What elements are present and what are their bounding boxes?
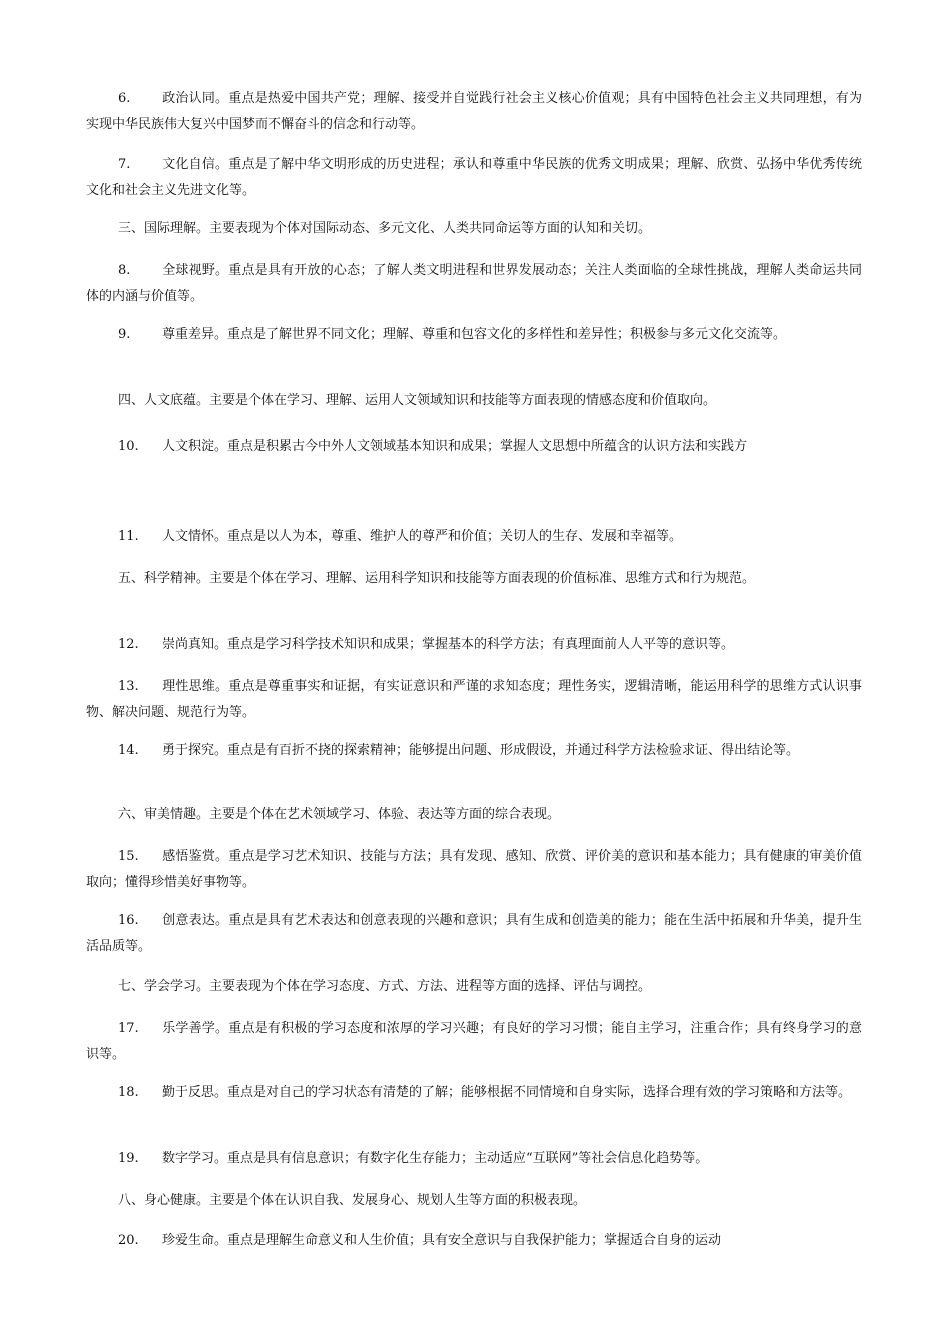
item-7 — [86, 152, 862, 204]
item-text: 人文情怀。重点是以人为本，尊重、维护人的尊严和价值；关切人的生存、发展和幸福等。 — [162, 529, 683, 544]
section-heading-3 — [86, 216, 862, 242]
item-text: 全球视野。重点是具有开放的心态；了解人类文明进程和世界发展动态；关注人类面临的全球性挑战，理解人类命运共同体的内涵与价值等。 — [86, 263, 862, 304]
item-text: 理性思维。重点是尊重事实和证据，有实证意识和严谨的求知态度；理性务实，逻辑清晰，能运用科学的思维方式认识事物、解决问题、规范行为等。 — [86, 679, 862, 720]
section-heading-7 — [86, 974, 862, 1000]
item-number: 14. — [118, 743, 139, 758]
item-text: 尊重差异。重点是了解世界不同文化；理解、尊重和包容文化的多样性和差异性；积极参与多元文化交流等。 — [162, 327, 787, 342]
item-number: 19. — [118, 1151, 139, 1166]
item-number: 11. — [118, 529, 139, 544]
item-8 — [86, 258, 862, 310]
item-text: 数字学习。重点是具有信息意识；有数字化生存能力；主动适应“互联网”等社会信息化趋势等。 — [162, 1151, 709, 1166]
item-number: 17. — [118, 1021, 139, 1036]
item-number: 20. — [118, 1233, 139, 1248]
item-number: 9. — [118, 327, 131, 342]
item-12 — [86, 632, 862, 658]
item-14 — [86, 738, 862, 764]
item-10 — [86, 434, 862, 460]
item-text: 勤于反思。重点是对自己的学习状态有清楚的了解；能够根据不同情境和自身实际，选择合理有效的学习策略和方法等。 — [162, 1085, 852, 1100]
item-number: 12. — [118, 637, 139, 652]
section-text: 三、国际理解。主要表现为个体对国际动态、多元文化、人类共同命运等方面的认知和关切。 — [118, 221, 652, 236]
item-text: 勇于探究。重点是有百折不挠的探索精神；能够提出问题、形成假设，并通过科学方法检验求证、得出结论等。 — [162, 743, 800, 758]
item-text: 感悟鉴赏。重点是学习艺术知识、技能与方法；具有发现、感知、欣赏、评价美的意识和基本能力；具有健康的审美价值取向；懂得珍惜美好事物等。 — [86, 849, 862, 890]
item-6 — [86, 86, 862, 138]
item-text: 政治认同。重点是热爱中国共产党；理解、接受并自觉践行社会主义核心价值观；具有中国特色社会主义共同理想，有为实现中华民族伟大复兴中国梦而不懈奋斗的信念和行动等。 — [86, 91, 862, 132]
item-text: 崇尚真知。重点是学习科学技术知识和成果；掌握基本的科学方法；有真理面前人人平等的意识等。 — [162, 637, 735, 652]
section-heading-5 — [86, 566, 862, 592]
item-number: 18. — [118, 1085, 139, 1100]
item-number: 8. — [118, 263, 131, 278]
item-15 — [86, 844, 862, 896]
item-number: 13. — [118, 679, 139, 694]
item-number: 10. — [118, 439, 139, 454]
item-number: 16. — [118, 913, 139, 928]
item-text: 人文积淀。重点是积累古今中外人文领域基本知识和成果；掌握人文思想中所蕴含的认识方法和实践方 — [162, 439, 748, 454]
item-19 — [86, 1146, 862, 1172]
item-number: 15. — [118, 849, 139, 864]
item-20 — [86, 1228, 862, 1254]
item-number: 6. — [118, 91, 131, 106]
section-text: 八、身心健康。主要是个体在认识自我、发展身心、规划人生等方面的积极表现。 — [118, 1193, 587, 1208]
section-text: 七、学会学习。主要表现为个体在学习态度、方式、方法、进程等方面的选择、评估与调控。 — [118, 979, 652, 994]
item-text: 文化自信。重点是了解中华文明形成的历史进程；承认和尊重中华民族的优秀文明成果；理解、欣赏、弘扬中华优秀传统文化和社会主义先进文化等。 — [86, 157, 862, 198]
item-17 — [86, 1016, 862, 1068]
item-text: 乐学善学。重点是有积极的学习态度和浓厚的学习兴趣；有良好的学习习惯；能自主学习，注重合作；具有终身学习的意识等。 — [86, 1021, 862, 1062]
section-heading-4 — [86, 388, 862, 414]
section-text: 六、审美情趣。主要是个体在艺术领域学习、体验、表达等方面的综合表现。 — [118, 807, 561, 822]
section-heading-6 — [86, 802, 862, 828]
item-number: 7. — [118, 157, 131, 172]
section-text: 四、人文底蕴。主要是个体在学习、理解、运用人文领域知识和技能等方面表现的情感态度和价值取向。 — [118, 393, 717, 408]
section-heading-8 — [86, 1188, 862, 1214]
item-9 — [86, 322, 862, 348]
item-11 — [86, 524, 862, 550]
item-13 — [86, 674, 862, 726]
item-18 — [86, 1080, 862, 1106]
item-text: 珍爱生命。重点是理解生命意义和人生价值；具有安全意识与自我保护能力；掌握适合自身的运动 — [162, 1233, 722, 1248]
section-text: 五、科学精神。主要是个体在学习、理解、运用科学知识和技能等方面表现的价值标准、思维方式和行为规范。 — [118, 571, 756, 586]
item-16 — [86, 908, 862, 960]
item-text: 创意表达。重点是具有艺术表达和创意表现的兴趣和意识；具有生成和创造美的能力；能在生活中拓展和升华美，提升生活品质等。 — [86, 913, 862, 954]
